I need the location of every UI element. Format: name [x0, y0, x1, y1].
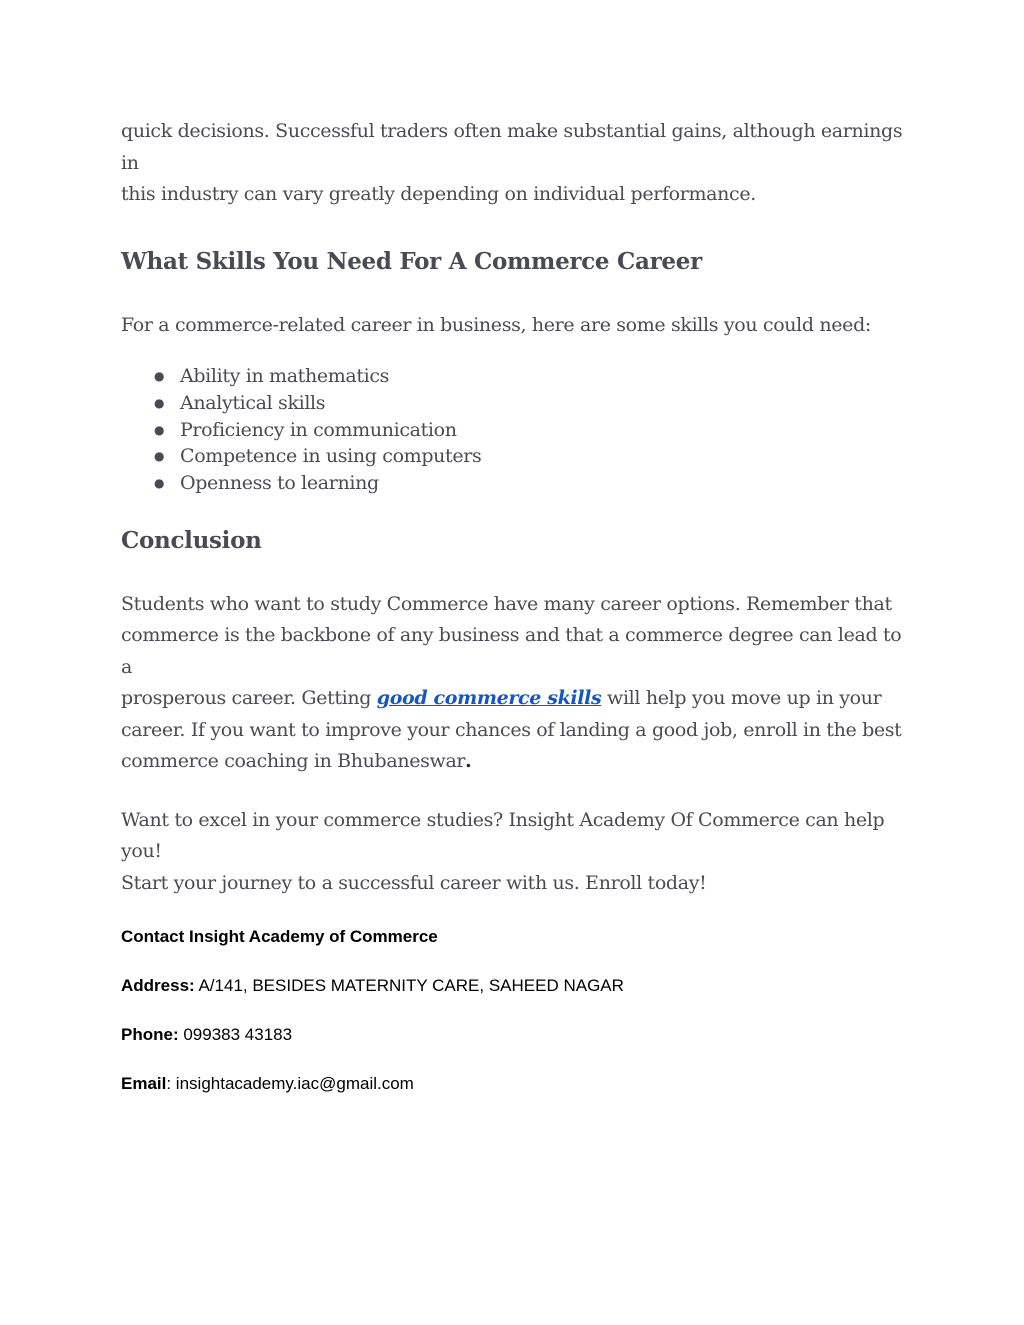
address-label: Address: — [121, 976, 195, 996]
phone-label: Phone: — [121, 1025, 179, 1045]
bullet-icon: ● — [154, 476, 165, 491]
conclusion-line-3-start: prosperous career. Getting — [121, 687, 377, 710]
email-label: Email — [121, 1074, 167, 1094]
list-item — [121, 390, 911, 417]
intro-paragraph — [121, 116, 911, 211]
skills-list — [121, 363, 911, 497]
list-item — [121, 443, 911, 470]
cta-line-1: Want to excel in your commerce studies? Insight Academy Of Commerce can help you! — [121, 808, 885, 863]
contact-title: Contact Insight Academy of Commerce — [121, 927, 438, 947]
conclusion-line-3-end: will help you move up in your — [601, 687, 882, 710]
good-commerce-skills-link[interactable]: good commerce skills — [376, 687, 602, 710]
cta-line-2: Start your journey to a successful career with us. Enroll today! — [121, 871, 707, 894]
contact-email — [121, 1073, 911, 1095]
email-value: : insightacademy.iac@gmail.com — [166, 1074, 414, 1094]
bullet-icon: ● — [154, 395, 165, 410]
list-item-text: Analytical skills — [180, 391, 326, 414]
conclusion-line-2: commerce is the backbone of any business and that a commerce degree can lead to a — [121, 624, 902, 678]
bullet-icon: ● — [154, 449, 165, 464]
cta-paragraph — [121, 805, 911, 900]
conclusion-line-4: career. If you want to improve your chances of landing a good job, enroll in the best — [121, 718, 902, 741]
document-page — [121, 116, 911, 1095]
list-item — [121, 363, 911, 390]
list-item — [121, 470, 911, 497]
intro-line-1: quick decisions. Successful traders often make substantial gains, although earnings in — [121, 120, 903, 174]
conclusion-paragraph — [121, 589, 911, 778]
skills-heading: What Skills You Need For A Commerce Career — [121, 247, 702, 275]
contact-address — [121, 975, 911, 997]
conclusion-line-5: commerce coaching in Bhubaneswar — [121, 750, 466, 773]
conclusion-line-1: Students who want to study Commerce have many career options. Remember that — [121, 592, 892, 615]
conclusion-period: . — [465, 750, 472, 773]
list-item-text: Openness to learning — [180, 472, 379, 495]
phone-value: 099383 43183 — [178, 1025, 293, 1045]
bullet-icon: ● — [154, 369, 165, 383]
list-item-text: Ability in mathematics — [180, 365, 390, 387]
list-item-text: Competence in using computers — [180, 445, 482, 468]
intro-line-2: this industry can vary greatly depending on individual performance. — [121, 183, 756, 205]
list-item-text: Proficiency in communication — [180, 418, 457, 441]
address-value: A/141, BESIDES MATERNITY CARE, SAHEED NAGAR — [194, 976, 624, 996]
skills-intro: For a commerce-related career in business, here are some skills you could need: — [121, 313, 871, 336]
conclusion-heading: Conclusion — [121, 526, 262, 554]
bullet-icon: ● — [154, 422, 165, 437]
list-item — [121, 417, 911, 444]
contact-phone — [121, 1024, 911, 1046]
